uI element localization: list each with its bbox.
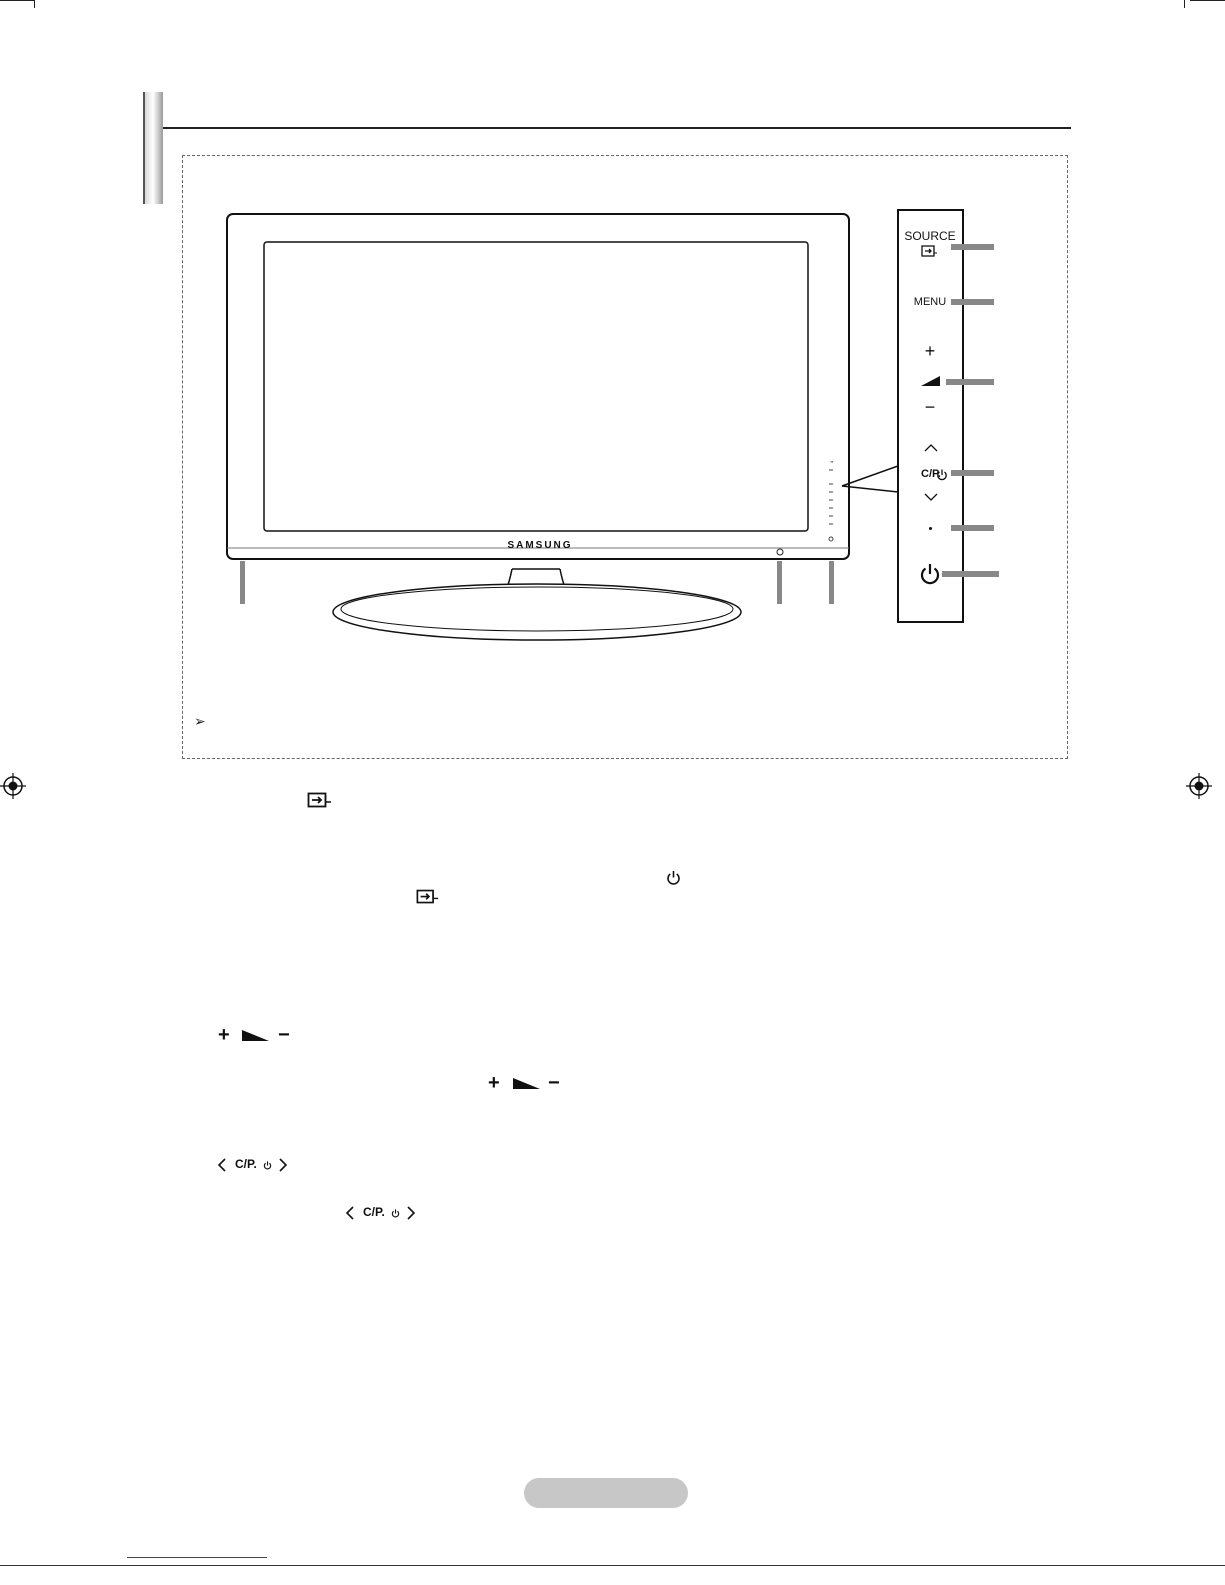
volume-minus-text: −: [278, 1024, 290, 1046]
channel-text: C/P.: [235, 1157, 257, 1171]
chevron-right-icon: [279, 1158, 287, 1172]
remote-sensor-dot: [929, 527, 932, 530]
samsung-logo: SAMSUNG: [507, 540, 573, 551]
channel-controls-inline: [346, 1203, 418, 1223]
volume-controls-inline: [218, 1024, 298, 1046]
volume-icon: [242, 1030, 270, 1042]
bezel-mini-marks: ▪▪: [830, 459, 834, 464]
note-arrow-icon: ➢: [194, 713, 206, 729]
volume-icon: [513, 1078, 541, 1090]
page-number-pill: [524, 1478, 688, 1508]
volume-down-label[interactable]: −: [924, 397, 936, 417]
power-icon: [391, 1209, 400, 1218]
registration-mark-icon: [1186, 773, 1212, 799]
footer-rule: [0, 1565, 1225, 1566]
power-icon[interactable]: [919, 563, 941, 585]
channel-text: C/P.: [363, 1205, 385, 1219]
channel-controls-inline: [218, 1155, 290, 1175]
chevron-up-icon[interactable]: [924, 443, 938, 452]
power-icon: [263, 1161, 272, 1170]
chevron-left-icon: [346, 1206, 354, 1220]
chevron-left-icon: [218, 1158, 226, 1172]
volume-up-label[interactable]: +: [924, 341, 936, 361]
menu-button-label[interactable]: MENU: [913, 296, 947, 308]
volume-plus-text: +: [218, 1024, 230, 1046]
source-icon: [307, 792, 333, 809]
volume-controls-inline: [488, 1072, 568, 1094]
chevron-right-icon: [407, 1206, 415, 1220]
power-icon-small: [936, 469, 948, 481]
registration-mark-icon: [0, 773, 26, 799]
source-icon: [416, 889, 440, 905]
channel-label-text: C/P.: [921, 468, 941, 480]
footer-link-line: [127, 1557, 267, 1558]
volume-icon: [921, 376, 941, 387]
source-button-label[interactable]: SOURCE: [904, 229, 956, 243]
volume-minus-text: −: [548, 1072, 560, 1094]
volume-plus-text: +: [488, 1072, 500, 1094]
power-icon: [666, 870, 681, 885]
tv-illustration: [0, 0, 1225, 780]
chevron-down-icon[interactable]: [924, 493, 938, 502]
source-icon: [921, 245, 939, 258]
